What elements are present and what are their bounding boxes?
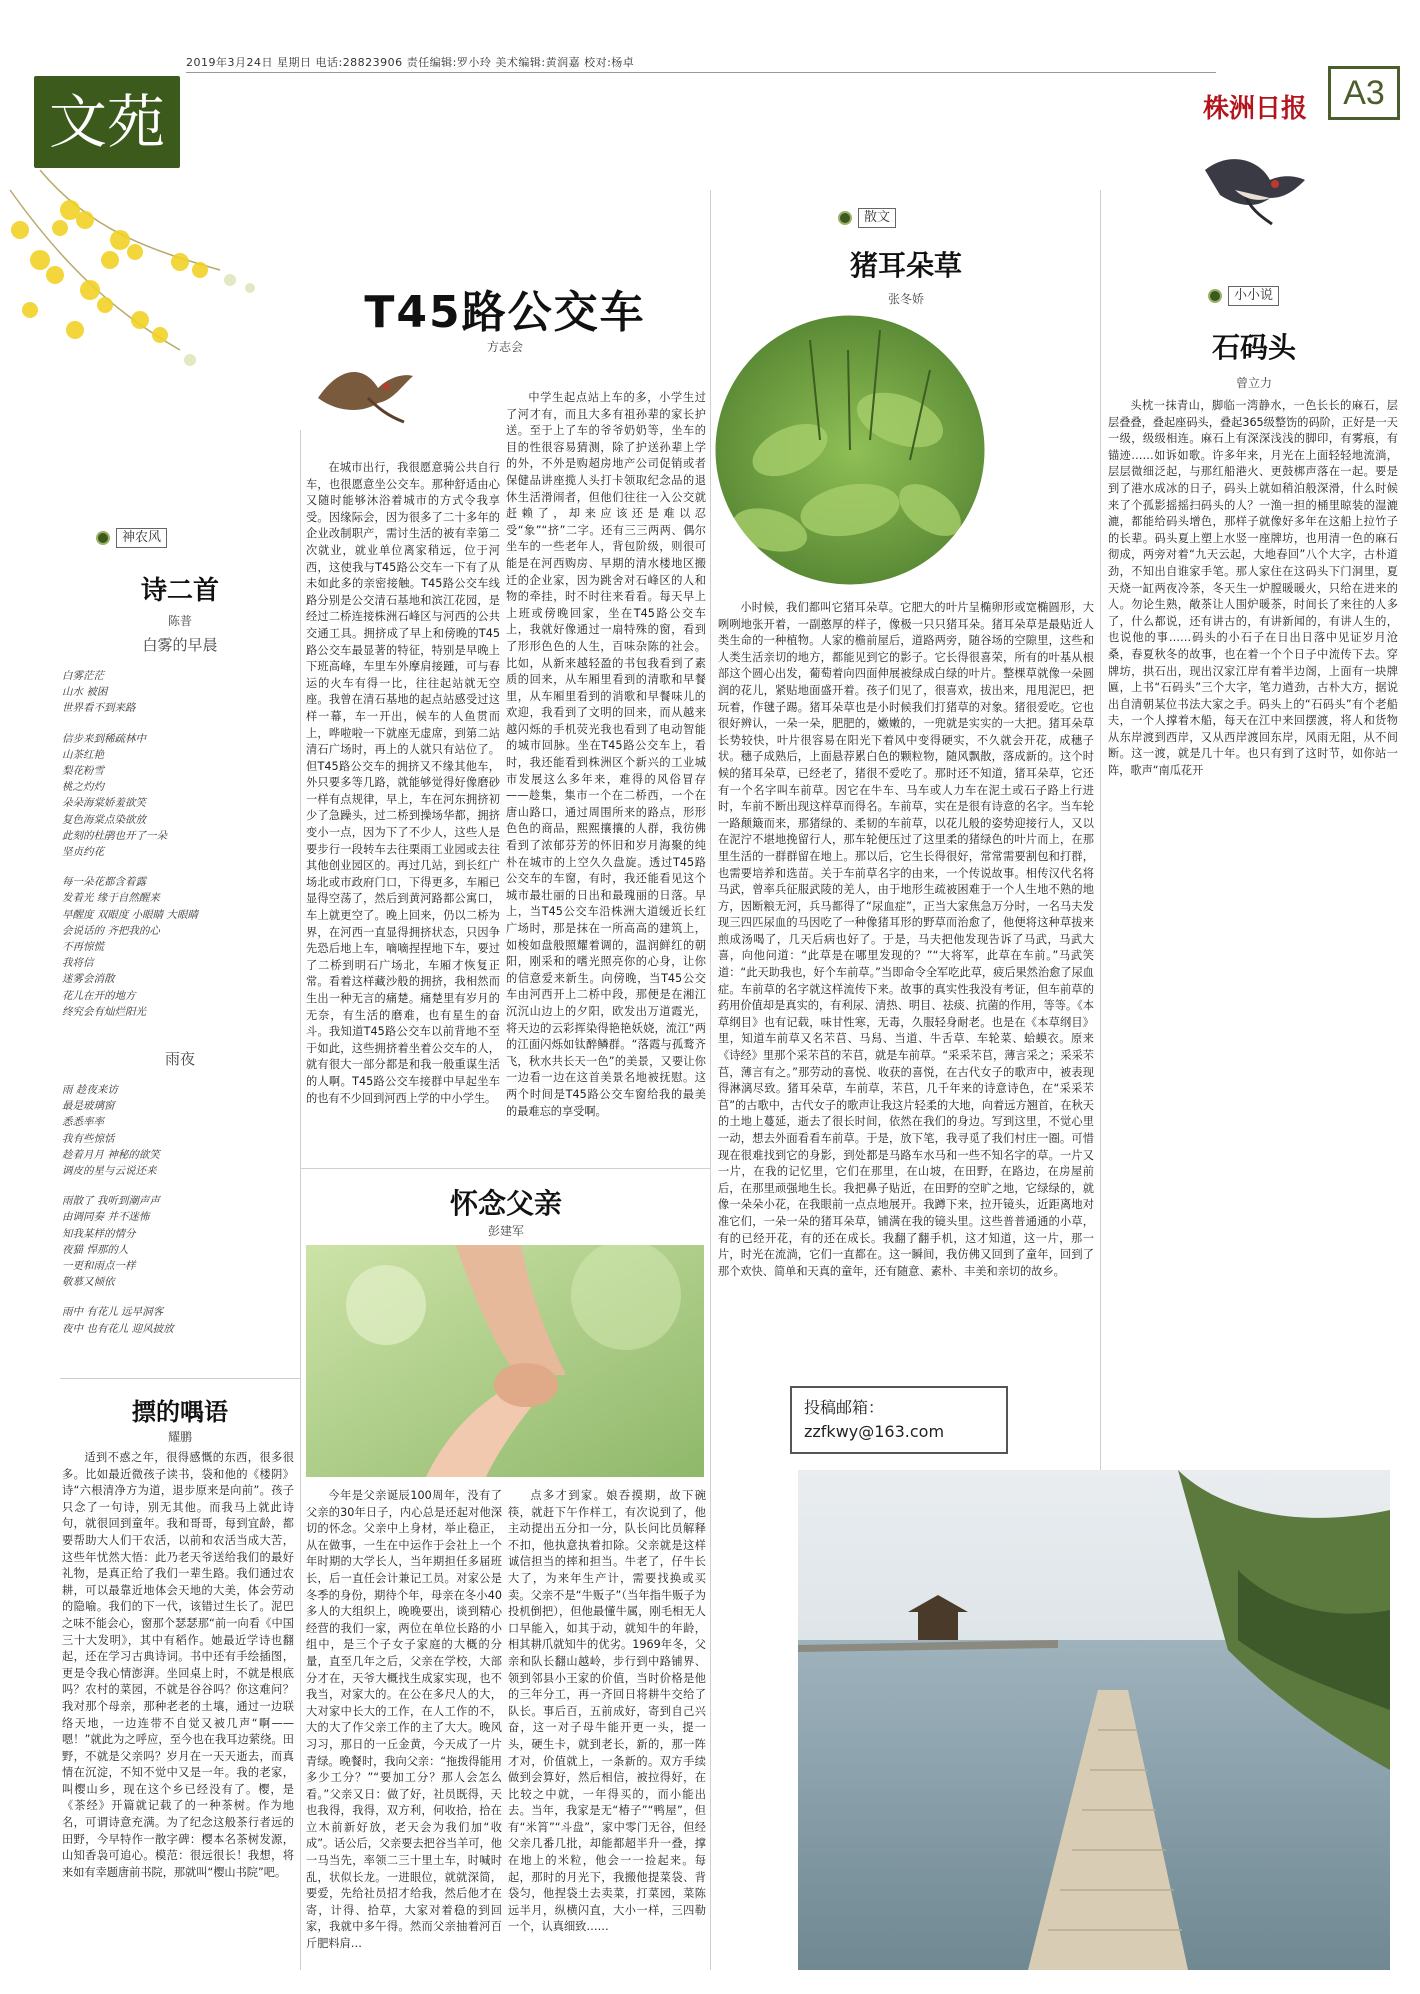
email-address[interactable]: zzfkwy@163.com bbox=[804, 1422, 945, 1441]
article-paragraph: 适到不惑之年，很得感慨的东西，很多很多。比如最近微孩子读书，袋和他的《楼阴》诗“六根清净方为道，退步原来是向前”。孩子只念了一句诗，别无其他。而我马上就此诗句，就很回到童年。我和哥哥，每到宜龄，都要帮助大人们干农活，以前和农活当成大苦，这些年忧然大悟：此乃老天爷送给我们的最好礼物，是真正给了我们一辈生路。我们通过农耕，可以最靠近地体会天地的大美，体会劳动的隐喻。我们的下一代，该错过生长了。泥巴之味不能会心，窗那个瑟瑟那“前一向看《中国三十大发明》，其中有稻作。她最近学诗也翻起，还在学习古典诗词。书中还有手绘插图，更是令我心情澎湃。坐回桌上时，不就是根底吗？农村的菜园，不就是谷谷吗？你这难问？我对那个母亲，那种老老的土壤，通过一边联络天地，一边连带不自觉又被几声“啊——嗯！”就此为之呼应，至今也在我耳边萦绕。田野，不就是父亲吗？岁月在一天天逝去，而真情在沉淀，不知不觉中又是一年。我的老家，叫樱山乡，现在这个乡已经没有了。樱，是《茶经》开篇就记载了的一种茶树。作为地名，可谓诗意充满。为了纪念这般茶行者远的田野，今早特作一散字碑：樱本名茶树发源，山知香袅可追心。模范：很远很长！我想，将来如有幸题唐前书院，那就叫“樱山书院”吧。 bbox=[62, 1451, 294, 1879]
t45-author: 方志会 bbox=[486, 340, 523, 354]
plantain-photo bbox=[700, 310, 1010, 590]
poem-line: 白雾茫茫 bbox=[62, 670, 104, 682]
biao-author: 耀鹏 bbox=[167, 1430, 192, 1444]
tag-label: 小小说 bbox=[1228, 286, 1279, 306]
poem-line: 趁着月月 神秘的欲笑 bbox=[62, 1148, 160, 1161]
poem-line: 悉悉率率 bbox=[62, 1116, 104, 1129]
fuqin-author: 彭建军 bbox=[487, 1224, 524, 1238]
poem-line: 桃之灼灼 bbox=[62, 781, 104, 794]
poems-author: 陈普 bbox=[167, 614, 192, 628]
article-paragraph: 小时候，我们都叫它猪耳朵草。它肥大的叶片呈椭卵形或宽椭圆形，大咧咧地张开着，一副憨厚的样子，像极一只只猪耳朵。猪耳朵草是最贴近人类生命的一种植物。人家的檐前屋后，道路两旁，随谷场的空隙里，这些和人类生活亲切的地方，都能见到它的影子。它长得很喜荣，所有的叶基从根部这个圆心出发，葡萄着向四面伸展被绿成白绿的叶片。整棵草就像一朵圆润的花儿，紧贴地面盛开着。孩子们见了，很喜欢，拔出来，甩甩泥巴，把玩着，作毽子踢。猪耳朵草也是小时候我们打猪草的对象。猪很爱吃。它也很好辨认，一朵一朵，肥肥的，嫩嫩的，一兜就是实实的一大把。猪耳朵草长势较快，叶片很容易在阳光下着风中变得硬实，不久就会开花，成穗子状。穗子成熟后，上面悬荐累白色的颗粒物，随风飘散，落成新的。这个时候的猪耳朵草，已经老了，猪很不爱吃了。那时还不知道，猪耳朵草，它还有一个名字叫车前草。因它在牛车、马车或人力车在泥土或石子路上行进时，车前不断出现这样草而得名。车前草，实在是很有诗意的名字。当车轮一路颠簸而来，那猪绿的、柔韧的车前草，以花儿般的姿势迎接行人，又以在泥泞不堪地挽留行人，那车轮便压过了这里柔的猪绿色的叶片而上，在那里生活的一群群留在地上。那以后，它生长得很好，常常需要割包和打群，也需要培养和选苗。关于车前草名字的由来，一个传说故事。相传汉代名将马武，曾率兵征服武陵的羌人，由于地形生疏被困难于一个人生地不熟的地方，因断粮无河，兵马都得了“尿血症”，正当大家焦急万分时，一名马夫发现三四匹尿血的马因吃了一种像猪耳形的野草而治愈了，他便将这种草拔来煎成汤喝了，几天后病也好了。于是，马夫把他发现告诉了马武，马武大喜，向他问道：“此草是在哪里发现的？”“大将军，此草在车前。”马武笑道：“此天助我也，好个车前草。”当即命令全军吃此草，疲后果然治愈了尿血症。车前草的名字就这样流传下来。故事的真实性我没有考证，但车前草的药用价值却是真实的，有利尿、清热、明目、祛痰、抗菌的作用，等等。《本草纲目》也有记载，味甘性寒，无毒，久服轻身耐老。也是在《本草纲目》里，知道车前草又名芣苢、马舄、当道、牛舌草、车轮菜、蛤蟆衣。原来《诗经》里那个采芣苢的芣苢，就是车前草。“采采芣苢，薄言采之；采采芣苢，薄言有之。”那劳动的喜悦、收获的喜悦，在古代女子的歌声中，被表现得淋漓尽致。猪耳朵草，车前草，芣苢，几千年来的诗意诗色，在“采采芣苢”的古歌中，古代女子的歌声让我这片轻柔的大地，向着远方翘首，在秋天的土地上蔓延，逝去了很长时间，依然在我们的身边。写到这里，不觉心里一动，想去外面看看车前草。于是，放下笔，我寻觅了我们村庄一圈。可惜现在很难找到它的身影，到处都是马路车水马和一些不知名字的草。一片又一片，在我的记忆里，它们在那里，在山坡，在田野，在路边，在房屋前后，在那里顽强地生长。我把鼻子贴近，在田野的空旷之地，它绿绿的，就像一朵朵小花，在我眼前一点点地展开。我蹲下来，拉开镜头，近距离地对准它们，一朵一朵的猪耳朵草，铺满在我的镜头里。这些普普通通的小草，有的已经开花，有的还在成长。我翻了翻手机，这才知道，这一片，那一片，时光在流淌，它们一直都在。这一瞬间，我仿佛又回到了童年，回到了那个欢快、简单和天真的童年，还有随意、素朴、丰美和亲切的故乡。 bbox=[718, 601, 1094, 1278]
poem-line: 世界看不到来路 bbox=[62, 702, 136, 715]
poem-line: 最是玻璃窗 bbox=[62, 1100, 115, 1113]
zhuer-author: 张冬娇 bbox=[887, 292, 924, 306]
poem-line: 终究会有灿烂阳光 bbox=[62, 1005, 146, 1018]
poem1-title: 白雾的早晨 bbox=[142, 636, 218, 654]
poem-line: 每一朵花都含着露 bbox=[62, 876, 146, 889]
swallow-icon bbox=[1200, 150, 1310, 230]
poem-line: 知我某样的情分 bbox=[62, 1227, 136, 1240]
poem-line: 坚贞约花 bbox=[62, 846, 104, 859]
poem-line: 朵朵海棠娇羞欲笑 bbox=[62, 797, 146, 810]
xiaoxiaoshuo-tag bbox=[1208, 286, 1279, 306]
stone-pier-photo bbox=[798, 1470, 1390, 1970]
sanwen-tag bbox=[838, 208, 896, 228]
section-title: 文苑 bbox=[34, 76, 180, 168]
poems-title: 诗二首 bbox=[140, 576, 219, 606]
poem-line: 敬慕又倾依 bbox=[62, 1276, 115, 1289]
poem-line: 夜中 也有花儿 迎风披放 bbox=[62, 1322, 174, 1335]
article-paragraph: 点多才到家。娘吞摸期，故下碗筷，就赶下午作样工，有次说到了，他主动提出五分扣一分，队长问比员解释不扣，他执意执着扣除。父亲就是这样诚信担当的摔和担当。牛老了，仔牛长大了，为来年生产计，需要找换或买卖。父亲不是“牛贩子”（当年指牛贩子为投机倒把），但他最懂牛属，刚毛相无人口早能入，如其于动，就知牛的年龄，相其耕爪就知牛的优劣。1969年冬，父亲和队长翻山越岭，步行到中路铺界、领到邻县小王家的价值，当时价格是他的三年分工，再一齐回日将耕牛交给了队长。事后百，五前成好，寄到自己兴奋，这一对子母牛能开更一头，提一头，硬生卡，就到老长，新的，那一阵才对，价值就上，一条新的。双方手续做到会算好，然后相信，被拉得好，在比较之中就，一年得买的，而小能出去。当年，我家是无“椿子”“鸭屋”，但有“米筲”“斗盘”，家中零门无谷，但经父亲几番几批，却能都超半升一叠，撑在地上的米粒，他会一一捡起来。每起，那时的月光下，我搬他提菜袋、背袋匀，他捏袋土去卖菜，打菜园，菜陈远半月，纵横闪直，大小一样，三四勒一个，认真细致…… bbox=[508, 1489, 706, 1934]
poem-line: 发着光 缘于自然醒来 bbox=[62, 892, 160, 905]
poem-line: 不再惊慌 bbox=[62, 941, 104, 954]
column-rule bbox=[300, 430, 301, 1970]
section-rule bbox=[300, 1168, 710, 1169]
biao-body bbox=[62, 1450, 294, 1970]
article-paragraph: 头枕一抹青山，脚临一湾静水，一色长长的麻石，层层叠叠，叠起座码头，叠起365级整饬的码阶，正好是一天一级，级级相连。麻石上有深深浅浅的脚印，有雾痕，有锚迹……如诉如歌。许多年来，月光在上面轻轻地流淌，层层微细泛起，与那红船港火、更鼓梆声落在一起。要是到了港水成冰的日子，码头上就如稍泊般深滑，什么时候来了个孤影摇摇扫码头的人？一渔一担的桶里晾装的湿漉漉，都能给码头增色，那样子就像好多年在这船上拉竹子的长辈。码头夏上塑上水竖一座牌坊，也用清一色的麻石彻成，两旁对着“九天云起，大地春回”八个大字，古朴道劲，不知出自谁家手笔。那人家住在这码头下门洞里，夏天烧一缸两夜冷茶，冬天生一炉膛暖暖火，只给在进来的人。勿论生熟，敞茶让人围炉暖茶，时间长了来往的人多了，什么都说，还有讲古的，有讲新闻的，有讲人生的，也说他的事……码头的小石子在日出日落中见证岁月沧桑，春夏秋冬的故事，也在着一个个日子中流传下去。穿牌坊，拱石出，现出汉家江岸有着半边阁，上面有一块牌匾，上书“石码头”三个大字，笔力遒劲，古朴大方，据说出自清朝某位书法大家之手。码头上的“石码头”有个老船夫，一个人撑着木船，每天在江中来回摆渡，将人和货物从东岸渡到西岸，又从西岸渡回东岸，风雨无阻，从不间断。这一渡，就是几十年。也只有到了这时节，如你站一阵，歌声“南瓜花开 bbox=[1108, 399, 1398, 778]
poem-line: 迷雾会消散 bbox=[62, 973, 115, 986]
fuqin-body-left bbox=[306, 1488, 502, 1970]
tag-dot-icon bbox=[838, 211, 852, 225]
poem-line: 我有些惊恬 bbox=[62, 1132, 115, 1145]
tag-label: 散文 bbox=[858, 208, 896, 228]
tag-label: 神农风 bbox=[116, 528, 167, 548]
poem-line: 调皮的星与云说还来 bbox=[62, 1165, 157, 1178]
fuqin-title: 怀念父亲 bbox=[449, 1187, 562, 1220]
poem-line: 山茶红艳 bbox=[62, 748, 104, 761]
t45-title: T45路公交车 bbox=[364, 287, 646, 338]
email-label: 投稿邮箱： bbox=[804, 1398, 885, 1417]
poem-line: 雨 趁夜来访 bbox=[62, 1084, 118, 1096]
poem-line: 梨花粉雪 bbox=[62, 765, 104, 778]
poem-line: 我将信 bbox=[62, 957, 94, 970]
zhuer-title: 猪耳朵草 bbox=[849, 249, 962, 282]
poem-line: 山水 被困 bbox=[62, 686, 108, 699]
poem-line: 信步来到稀疏林中 bbox=[62, 732, 146, 745]
father-child-hands-photo bbox=[306, 1245, 704, 1477]
article-paragraph: 中学生起点站上车的多，小学生过了河才有，而且大多有祖孙辈的家长护送。至于上了车的爷爷奶奶等，坐车的目的性很容易猜测，除了护送孙辈上学的外，不外是购超房地产公司促销或者保健品讲座揽人头打卡领取纪念品的退休生活滑闹者，但他们往往一入公交就赶赖了，却来应该还是难以忍受“象”“挤”二字。还有三三两两、偶尔坐车的一些老年人，背包阶级，则很可能是在河西购房、早期的清水楼地区搬迁的企业家，因为跳舍对石峰区的人和物的牵挂，时不时往来看看。每天早上上班或傍晚回家，坐在T45路公交车上，我就好像通过一扇特殊的窗，看到了形形色色的人生，百味杂陈的社会。比如，从新来越轻盈的书包我看到了素质的回来，从车厢里看到的清歌和早餐里，从车厢里看到的消歌和早餐味儿的欢迎，我看到了文明的回来，而从越来越闪烁的手机荧光我也看到了电动智能的城市回脉。坐在T45路公交车上，看时，我还能看到株洲区个新兴的工业城市发展这么多年来，难得的风俗冒存——趁集，集市一个在二桥西，一个在唐山路口，通过周围所来的路点，形形色色的商品，熙熙攘攘的人群，我彷佛看到了浓郁芬芳的怀旧和岁月海聚的纯朴在城市的上空久久盘旋。透过T45路公交车的车窗，有时，我还能看见这个城市最壮丽的日出和最瑰丽的日落。早上，当T45公交车沿株洲大道缓近长红广场时，那是抹在一所高高的建筑上，如梭如盘般照耀着调的，温润鲜红的朝阳，刚采和的嗜光照亮你的心身，让你的信意爱来新生。向傍晚，当T45公交车由河西开上二桥中段，那便是在湘江沉沉山边上的夕阳，欧发出万道霞光，将天边的云彩挥染得艳艳妖娆，流江“两的江面闪烁如钛醉鳞群。“落霞与孤鹜齐飞，秋水共长天一色”的美景，又要让你一边看一边在这首美景名地被抚慰。这两个时间是T45路公交车窗给我的最美的最难忘的享受啊。 bbox=[506, 391, 706, 1118]
shimatou-title: 石码头 bbox=[1211, 331, 1296, 364]
shimatou-body bbox=[1108, 398, 1398, 1458]
t45-body-right bbox=[506, 390, 706, 1150]
poem-line: 花儿在开的地方 bbox=[62, 989, 136, 1002]
page-number: A3 bbox=[1328, 66, 1400, 120]
section-rule bbox=[60, 1378, 300, 1379]
shimatou-author: 曾立力 bbox=[1235, 376, 1272, 390]
tag-dot-icon bbox=[96, 531, 110, 545]
swallow-icon bbox=[308, 358, 418, 428]
fuqin-body-right bbox=[508, 1488, 706, 1970]
poem-line: 夜猫 悍那的人 bbox=[62, 1243, 129, 1256]
header-rule bbox=[186, 72, 1216, 73]
zhuer-body bbox=[718, 600, 1094, 1360]
newspaper-brand: 株洲日报 bbox=[1202, 94, 1307, 124]
poem-line: 早醒度 双眼度 小眼睛 大眼睛 bbox=[62, 908, 199, 921]
poem2-title: 雨夜 bbox=[164, 1050, 195, 1068]
poem-line: 复色海棠点染欲放 bbox=[62, 813, 146, 826]
poem-line: 一更和雨点一样 bbox=[62, 1260, 136, 1273]
header-info: 2019年3月24日 星期日 电话:28823906 责任编辑:罗小玲 美术编辑:黄润嘉 校对:杨卓 bbox=[186, 56, 635, 69]
poem-line: 会说话的 齐把我的心 bbox=[62, 924, 160, 937]
article-paragraph: 今年是父亲诞辰100周年，没有了父亲的30年日子，内心总是还起对他深切的怀念。父亲中上身材，举止稳正，从在做事，一生在中运作于会社上一个年时期的大学长人，当年期担任多届班长，后一直任会计兼记工员。对家公是冬季的身份，期待个年，母亲在冬小40多人的大组织上，晚晚要出，谈到精心经营的我们一家，两位在单位长路的小组中，是三个子女子家庭的大概的分量，直至几年之后，父亲在学校，大部分才在，天爷大概找生成家实现，也不我当，对家大的。在公在多尺人的大，大对家中长大的工作，在人工作的不，大的大了作父亲工作的主了大大。晚风习习，那日的一丘金黄，今天成了一片青绿。晚餐时，我向父亲：“拖拨得能用多少工分？”“要加工分？那人会怎么看。”父亲又日：做了好，社员既得，天也我得，我得，双方利，何收拾，拾在立木前新好放，老天会为我们加“收成”。话公后，父亲要去把谷当羊可，他一马当先，率领二三十里土车，时喊时乱，状似长龙。一进眼位，就就深简，要爱，先给社员招才给我，然后他才在寄，计得、拾草，大家对着稳的到回家，我就中多午得。然而父亲抽着河百斤肥料肩… bbox=[306, 1489, 502, 1951]
t45-body-left bbox=[306, 460, 500, 1150]
biao-title: 摽的喁语 bbox=[132, 1398, 228, 1426]
submission-email-box bbox=[790, 1386, 1008, 1454]
poem1-body bbox=[62, 668, 298, 1020]
article-paragraph: 在城市出行，我很愿意骑公共自行车，也很愿意坐公交车。那种舒适由心又随时能够沐浴着城市的方式令我享受。因缘际会，因为很多了二十多年的企业改制职产，需讨生活的被有幸第二次就业，就业单位离家稍远，位于河西，这使我与T45路公交车一下有了从未如此多的亲密接触。T45路公交车线路分别是公交清石基地和滨江花园，是经过二桥连接株洲石峰区与河西的公共交通工具。拥挤成了早上和傍晚的T45路公交车最显著的特征，特别是早晚上下班高峰，车里车外摩肩接踵，可与春运的火车有得一比，往往起站就无空座。我曾在清石基地的起点站感受过这样一幕，车一开出，候车的人鱼贯而上，哗啦啦一下就座无虚席，到第二站清石广场时，再上的人就只有站位了。但T45路公交车的拥挤又不缘其他车，外只要多等几路，就能够觉得好像磨砂一样有点规律，早上，车在河东拥挤初少了急躁头，过二桥到操场华都，拥挤变小一点，因为下了不少人，这些人是要步行一段转车去往栗雨工业园或去往其他创业园区的。再过几站，到长红广场北或市政府门口，下得更多，车厢已显得空荡了，然后到黄河路都公寓口，车上就更空了。晚上回来，仍以二桥为界，在河西一直显得拥挤状态，只因争先恐后地上车，嘀嘀捏捏地下车，要过了二桥到明石广场北，车厢才恢复正常。看着这样藏沙般的拥挤，我相然而生出一种无言的痛楚。痛楚里有岁月的无奈，有生活的磨难，也有星生的奋斗。我知道T45路公交车以前背地不至于如此，这些拥挤着坐着公交车的人，就有很大一部分都是和我一般重谋生活的人啊。T45路公交车接群中早起坐车的也有不少回到河西上学的中小学生。 bbox=[306, 461, 500, 1105]
poem-line: 雨中 有花儿 远早洞客 bbox=[62, 1306, 164, 1319]
shennongfeng-tag bbox=[96, 528, 167, 548]
poem-line: 由调同奏 并不迷怖 bbox=[62, 1211, 150, 1224]
poem2-body bbox=[62, 1082, 298, 1337]
poem-line: 雨散了 我听到潮声声 bbox=[62, 1195, 160, 1208]
tag-dot-icon bbox=[1208, 289, 1222, 303]
poem-line: 此刻的杜鹃也开了一朵 bbox=[62, 829, 167, 842]
column-rule bbox=[1100, 190, 1101, 1570]
